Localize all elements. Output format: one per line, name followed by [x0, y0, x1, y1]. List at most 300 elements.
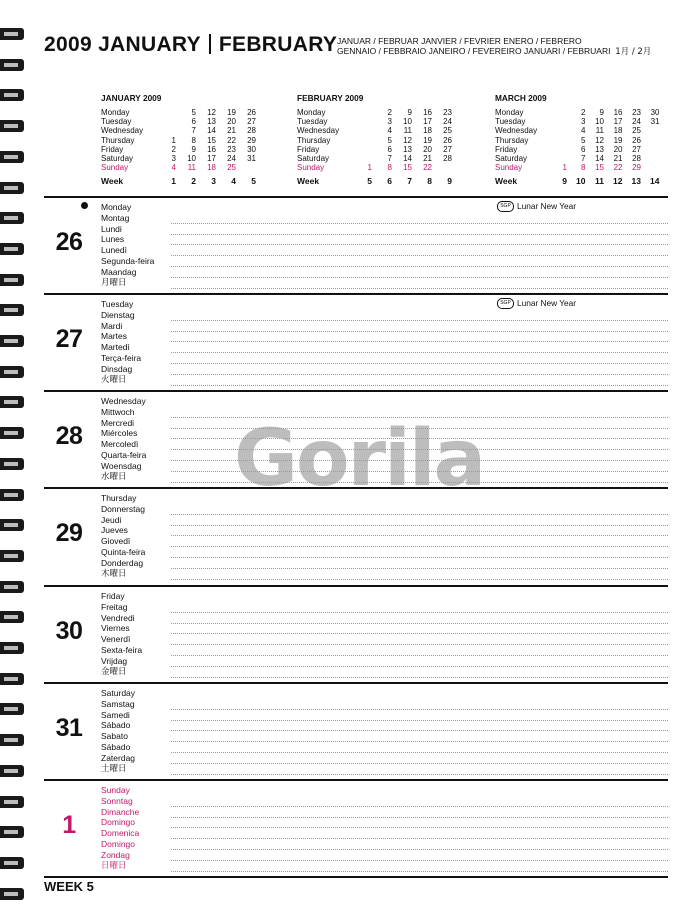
dotted-writing-line	[171, 245, 668, 256]
dotted-writing-line	[171, 796, 668, 807]
mini-calendar-week-number: 2	[191, 176, 196, 187]
day-number: 27	[55, 325, 83, 353]
mini-calendar-date: 19	[423, 135, 432, 145]
mini-calendar-date: 22	[227, 135, 236, 145]
dotted-writing-line	[171, 731, 668, 742]
mini-calendar-date: 10	[403, 117, 412, 127]
mini-calendar-date: 11	[403, 126, 412, 136]
mini-calendar-week-number: 7	[407, 176, 412, 187]
mini-calendar-date: 25	[227, 163, 236, 173]
day-name-translations	[101, 591, 142, 677]
day-name: Maandag	[101, 266, 137, 277]
binding-ring	[0, 888, 24, 900]
mini-calendar-date: 21	[613, 153, 623, 163]
day-name: Vrijdag	[101, 655, 128, 666]
mini-calendar-date: 6	[191, 117, 196, 127]
day-name: Donderdag	[101, 557, 144, 568]
mini-calendar-date: 2	[387, 108, 392, 117]
binding-ring	[0, 857, 24, 869]
mini-calendar-date: 12	[403, 135, 412, 145]
dotted-writing-line	[171, 310, 668, 321]
day-name: Freitag	[101, 601, 128, 612]
mini-calendar-date: 12	[595, 135, 604, 145]
dotted-writing-line	[171, 613, 668, 624]
mini-calendar-week-label: Week	[495, 176, 518, 187]
mini-calendar-date: 26	[443, 135, 452, 145]
mini-calendar-date: 24	[443, 117, 452, 127]
mini-calendar-day-name: Thursday	[495, 135, 529, 145]
mini-calendar-date: 7	[581, 153, 586, 163]
mini-calendar-date: 2	[581, 108, 586, 117]
mini-calendar-date: 8	[387, 163, 392, 173]
dotted-writing-line	[171, 267, 668, 278]
mini-calendar-week-number: 12	[613, 176, 623, 187]
mini-calendar-week-number: 13	[631, 176, 641, 187]
binding-ring	[0, 642, 24, 654]
day-block	[44, 682, 668, 779]
day-number: 31	[55, 714, 83, 742]
mini-calendar-date: 15	[207, 135, 216, 145]
binding-ring	[0, 734, 24, 746]
mini-calendar-day-name: Sunday	[297, 163, 325, 173]
mini-calendar-date: 13	[403, 144, 412, 154]
day-name: Saturday	[101, 688, 136, 698]
dotted-writing-line	[171, 342, 668, 353]
mini-calendar-week-label: Week	[297, 176, 320, 187]
day-name-translations	[101, 202, 154, 288]
mini-calendar-day-name: Wednesday	[101, 126, 144, 136]
mini-calendar-date: 5	[581, 135, 586, 145]
day-name: Mercredi	[101, 417, 135, 428]
day-name: 月曜日	[101, 277, 127, 288]
month-translations	[337, 36, 651, 57]
mini-calendar-date: 20	[613, 144, 623, 154]
dotted-writing-line	[171, 235, 668, 246]
mini-calendar-date: 4	[171, 163, 176, 173]
mini-calendar-date: 23	[443, 108, 452, 117]
mini-calendar-day-name: Tuesday	[495, 117, 526, 127]
mini-calendar-date: 28	[632, 153, 641, 163]
dotted-writing-line	[171, 634, 668, 645]
day-name: Donnerstag	[101, 503, 145, 514]
writing-lines[interactable]	[171, 699, 668, 775]
page-title	[44, 33, 337, 57]
day-name: Giovedì	[101, 536, 131, 547]
mini-calendar-date: 16	[423, 108, 432, 117]
day-name: Dimanche	[101, 806, 140, 817]
mini-calendar-date: 24	[227, 153, 236, 163]
day-name: 水曜日	[101, 471, 127, 482]
dotted-writing-line	[171, 645, 668, 656]
translation-line-1: JANUAR / FEBRUAR JANVIER / FEVRIER ENERO / FEBRERO	[337, 36, 582, 46]
binding-ring	[0, 703, 24, 715]
mini-calendar-date: 16	[207, 144, 216, 154]
mini-calendar-row	[297, 136, 487, 145]
mini-calendar-row	[297, 163, 487, 172]
day-number: 28	[55, 422, 83, 450]
mini-calendar-date: 13	[595, 144, 604, 154]
day-number: 30	[55, 617, 83, 645]
binding-ring	[0, 396, 24, 408]
mini-calendar-date: 30	[247, 144, 256, 154]
mini-calendar-date: 6	[581, 144, 586, 154]
binding-ring	[0, 489, 24, 501]
mini-calendar-row	[495, 108, 685, 117]
mini-calendar-date: 5	[387, 135, 392, 145]
mini-calendar-date: 29	[632, 163, 641, 173]
binding-ring	[0, 458, 24, 470]
day-name: Dienstag	[101, 309, 135, 320]
dotted-writing-line	[171, 624, 668, 635]
dotted-writing-line	[171, 721, 668, 732]
mini-calendar-week-label: Week	[101, 176, 124, 187]
mini-calendar-day-name: Friday	[297, 144, 320, 154]
mini-calendar-date: 17	[207, 153, 216, 163]
mini-calendar-date: 14	[595, 153, 604, 163]
mini-calendar-title: MARCH 2009	[495, 93, 547, 103]
mini-calendar-week-number: 5	[251, 176, 256, 187]
mini-calendar-date: 11	[595, 126, 604, 136]
mini-calendar-row	[297, 145, 487, 154]
mini-calendar-day-name: Monday	[101, 108, 130, 117]
dotted-writing-line	[171, 504, 668, 515]
mini-calendar-day-name: Sunday	[495, 163, 523, 173]
day-name: Samstag	[101, 698, 135, 709]
day-name: Monday	[101, 202, 132, 212]
mini-calendar-date: 21	[423, 153, 432, 163]
dotted-writing-line	[171, 526, 668, 537]
dotted-writing-line	[171, 656, 668, 667]
dotted-writing-line	[171, 364, 668, 375]
day-name: Sexta-feira	[101, 644, 143, 655]
title-separator	[209, 34, 211, 54]
dotted-writing-line	[171, 667, 668, 678]
title-month-1: JANUARY	[98, 33, 201, 56]
binding-ring	[0, 243, 24, 255]
mini-calendar-date: 30	[650, 108, 660, 117]
day-name-translations	[101, 396, 146, 482]
binding-ring	[0, 581, 24, 593]
mini-calendar-date: 7	[387, 153, 392, 163]
mini-calendar-date: 1	[562, 163, 567, 173]
mini-calendar-date: 1	[367, 163, 372, 173]
mini-calendar-row	[101, 117, 291, 126]
mini-calendar-date: 27	[247, 117, 256, 127]
dotted-writing-line	[171, 536, 668, 547]
mini-calendar-date: 15	[595, 163, 604, 173]
mini-calendar-date: 19	[227, 108, 236, 117]
day-name: Terça-feira	[101, 352, 142, 363]
day-name: Sabato	[101, 731, 128, 742]
dotted-writing-line	[171, 375, 668, 386]
mini-calendar-week-number: 10	[576, 176, 586, 187]
mini-calendar-date: 28	[443, 153, 452, 163]
day-name: 日曜日	[101, 860, 127, 871]
mini-calendar-date: 12	[207, 108, 216, 117]
day-name: Sonntag	[101, 795, 133, 806]
mini-calendar-day-name: Saturday	[297, 153, 330, 163]
binding-ring	[0, 212, 24, 224]
binding-ring	[0, 673, 24, 685]
mini-calendar	[297, 93, 487, 187]
binding-ring	[0, 182, 24, 194]
mini-calendar-date: 21	[227, 126, 236, 136]
dotted-writing-line	[171, 213, 668, 224]
mini-calendar-week-number: 8	[427, 176, 432, 187]
mini-calendar-row	[495, 136, 685, 145]
mini-calendar-date: 28	[247, 126, 256, 136]
mini-calendar-week-number: 14	[650, 176, 660, 187]
dotted-writing-line	[171, 353, 668, 364]
mini-calendar-date: 3	[387, 117, 392, 127]
day-name: Sunday	[101, 785, 130, 795]
day-name: Domenica	[101, 828, 140, 839]
mini-calendar-date: 4	[387, 126, 392, 136]
dotted-writing-line	[171, 839, 668, 850]
holiday-note	[497, 201, 576, 212]
mini-calendar-date: 26	[632, 135, 641, 145]
dotted-writing-line	[171, 224, 668, 235]
mini-calendar-date: 15	[403, 163, 412, 173]
mini-calendar-day-name: Wednesday	[495, 126, 538, 136]
mini-calendar-date: 9	[407, 108, 412, 117]
binding-ring	[0, 274, 24, 286]
day-name: Mardi	[101, 320, 123, 331]
day-name: Viernes	[101, 623, 130, 634]
mini-calendar-row	[101, 154, 291, 163]
mini-calendar-week-row	[297, 177, 487, 186]
mini-calendar-date: 10	[595, 117, 604, 127]
day-name-translations	[101, 493, 145, 579]
mini-calendar-date: 7	[191, 126, 196, 136]
writing-lines[interactable]	[171, 310, 668, 386]
mini-calendar-row	[297, 154, 487, 163]
mini-calendar-date: 18	[207, 163, 216, 173]
mini-calendar-row	[101, 145, 291, 154]
mini-calendar-week-row	[101, 177, 291, 186]
mini-calendar-row	[101, 126, 291, 135]
day-name: Martedì	[101, 342, 130, 353]
day-name: Segunda-feira	[101, 255, 155, 266]
day-name: Wednesday	[101, 396, 146, 406]
binding-ring	[0, 335, 24, 347]
dotted-writing-line	[171, 699, 668, 710]
mini-calendar-day-name: Tuesday	[101, 117, 132, 127]
day-name: Lundi	[101, 223, 122, 234]
binding-ring	[0, 59, 24, 71]
writing-lines[interactable]	[171, 796, 668, 872]
mini-calendar-day-name: Monday	[297, 108, 326, 117]
day-name-translations	[101, 299, 141, 385]
mini-calendar-row	[495, 154, 685, 163]
new-moon-icon	[81, 202, 88, 209]
mini-calendar-day-name: Monday	[495, 108, 524, 117]
day-name: Woensdag	[101, 460, 142, 471]
day-name: Vendredi	[101, 612, 135, 623]
day-name: Tuesday	[101, 299, 134, 309]
dotted-writing-line	[171, 861, 668, 872]
binding-ring	[0, 89, 24, 101]
mini-calendar-day-name: Saturday	[495, 153, 528, 163]
day-block	[44, 779, 668, 876]
writing-lines[interactable]	[171, 504, 668, 580]
mini-calendar-week-row	[495, 177, 685, 186]
mini-calendar-date: 18	[613, 126, 623, 136]
mini-calendar-date: 1	[171, 135, 176, 145]
day-name: Martes	[101, 331, 127, 342]
mini-calendar-week-number: 9	[562, 176, 567, 187]
mini-calendar-week-number: 5	[367, 176, 372, 187]
mini-calendar-row	[495, 126, 685, 135]
binding-ring	[0, 519, 24, 531]
mini-calendar-row	[297, 117, 487, 126]
writing-lines[interactable]	[171, 602, 668, 678]
day-name-translations	[101, 688, 135, 774]
mini-calendar-row	[495, 117, 685, 126]
mini-calendar-date: 8	[191, 135, 196, 145]
day-name: Venerdì	[101, 634, 131, 645]
dotted-writing-line	[171, 515, 668, 526]
title-year: 2009	[44, 33, 92, 56]
translation-line-2: GENNAIO / FEBBRAIO JANEIRO / FEVEREIRO JANUARI / FEBRUARI	[337, 46, 611, 56]
day-name: 土曜日	[101, 763, 127, 774]
mini-calendar-date: 29	[247, 135, 256, 145]
dotted-writing-line	[171, 278, 668, 289]
mini-calendar-date: 31	[650, 117, 660, 127]
title-month-2: FEBRUARY	[218, 33, 338, 56]
day-name: Domingo	[101, 838, 136, 849]
mini-calendar-date: 14	[403, 153, 412, 163]
mini-calendar-date: 17	[613, 117, 623, 127]
day-name: Miércoles	[101, 428, 138, 439]
dotted-writing-line	[171, 710, 668, 721]
mini-calendar-date: 31	[247, 153, 256, 163]
binding-ring	[0, 366, 24, 378]
mini-calendar-date: 22	[423, 163, 432, 173]
day-name: Samedi	[101, 709, 130, 720]
mini-calendar-day-name: Thursday	[297, 135, 331, 145]
mini-calendar-date: 6	[387, 144, 392, 154]
mini-calendar-date: 17	[423, 117, 432, 127]
day-name: Sábado	[101, 720, 131, 731]
day-name: Quinta-feira	[101, 546, 146, 557]
spiral-binding	[0, 0, 28, 919]
writing-lines[interactable]	[171, 213, 668, 289]
binding-ring	[0, 304, 24, 316]
day-number: 1	[62, 811, 76, 839]
mini-calendar-day-name: Sunday	[101, 163, 129, 173]
mini-calendar-day-name: Tuesday	[297, 117, 328, 127]
dotted-writing-line	[171, 850, 668, 861]
dotted-writing-line	[171, 558, 668, 569]
binding-ring	[0, 28, 24, 40]
mini-calendar-week-number: 1	[171, 176, 176, 187]
mini-calendar-row	[297, 108, 487, 117]
mini-calendar-date: 16	[613, 108, 623, 117]
day-name-translations	[101, 785, 139, 871]
mini-calendar-date: 8	[581, 163, 586, 173]
day-name: Mittwoch	[101, 406, 135, 417]
week-label: WEEK 5	[44, 879, 94, 894]
mini-calendar-date: 13	[207, 117, 216, 127]
mini-calendar-row	[101, 108, 291, 117]
mini-calendar-week-number: 6	[387, 176, 392, 187]
mini-calendar-date: 11	[187, 163, 196, 173]
mini-calendar-row	[297, 126, 487, 135]
day-name: Mercoledì	[101, 439, 139, 450]
mini-calendar-date: 4	[581, 126, 586, 136]
day-name: Dinsdag	[101, 363, 133, 374]
day-name: Lunedì	[101, 245, 127, 256]
day-name: 金曜日	[101, 666, 127, 677]
mini-calendar-date: 10	[187, 153, 196, 163]
binding-ring	[0, 427, 24, 439]
day-name: Jeudi	[101, 514, 122, 525]
mini-calendar-date: 20	[423, 144, 432, 154]
dotted-writing-line	[171, 818, 668, 829]
mini-calendar-date: 18	[423, 126, 432, 136]
day-name: Lunes	[101, 234, 125, 245]
day-name: Montag	[101, 212, 130, 223]
mini-calendar	[495, 93, 685, 187]
mini-calendar-date: 19	[613, 135, 623, 145]
dotted-writing-line	[171, 742, 668, 753]
day-name: Jueves	[101, 525, 128, 536]
day-name: Friday	[101, 591, 125, 601]
day-number: 29	[55, 519, 83, 547]
mini-calendar-day-name: Friday	[101, 144, 124, 154]
binding-ring	[0, 550, 24, 562]
mini-calendar-date: 24	[632, 117, 641, 127]
mini-calendar-day-name: Saturday	[101, 153, 134, 163]
mini-calendar-date: 20	[227, 117, 236, 127]
mini-calendar-date: 25	[632, 126, 641, 136]
mini-calendar-day-name: Friday	[495, 144, 518, 154]
dotted-writing-line	[171, 602, 668, 613]
mini-calendar-week-number: 11	[595, 176, 604, 187]
day-name: Zondag	[101, 849, 130, 860]
mini-calendar-row	[495, 145, 685, 154]
country-badge-icon: SGP	[497, 201, 514, 212]
dotted-writing-line	[171, 807, 668, 818]
binding-ring	[0, 765, 24, 777]
dotted-writing-line	[171, 828, 668, 839]
dotted-writing-line	[171, 547, 668, 558]
day-block	[44, 293, 668, 390]
binding-ring	[0, 120, 24, 132]
binding-ring	[0, 611, 24, 623]
mini-calendar-date: 9	[191, 144, 196, 154]
translation-japanese: 1月 / 2月	[615, 47, 652, 57]
dotted-writing-line	[171, 764, 668, 775]
holiday-name: Lunar New Year	[517, 201, 577, 211]
mini-calendar	[101, 93, 291, 187]
watermark-logo: Gorila	[234, 414, 485, 504]
country-badge-icon: SGP	[497, 298, 514, 309]
mini-calendar-title: FEBRUARY 2009	[297, 93, 364, 103]
day-name: Thursday	[101, 493, 137, 503]
mini-calendar-date: 3	[171, 153, 176, 163]
mini-calendar-week-number: 4	[231, 176, 236, 187]
mini-calendar-date: 27	[632, 144, 641, 154]
mini-calendar-row	[101, 163, 291, 172]
mini-calendar-date: 26	[247, 108, 256, 117]
dotted-writing-line	[171, 753, 668, 764]
holiday-name: Lunar New Year	[517, 298, 577, 308]
mini-calendar-day-name: Thursday	[101, 135, 135, 145]
mini-calendar-date: 3	[581, 117, 586, 127]
mini-calendar-date: 22	[613, 163, 623, 173]
